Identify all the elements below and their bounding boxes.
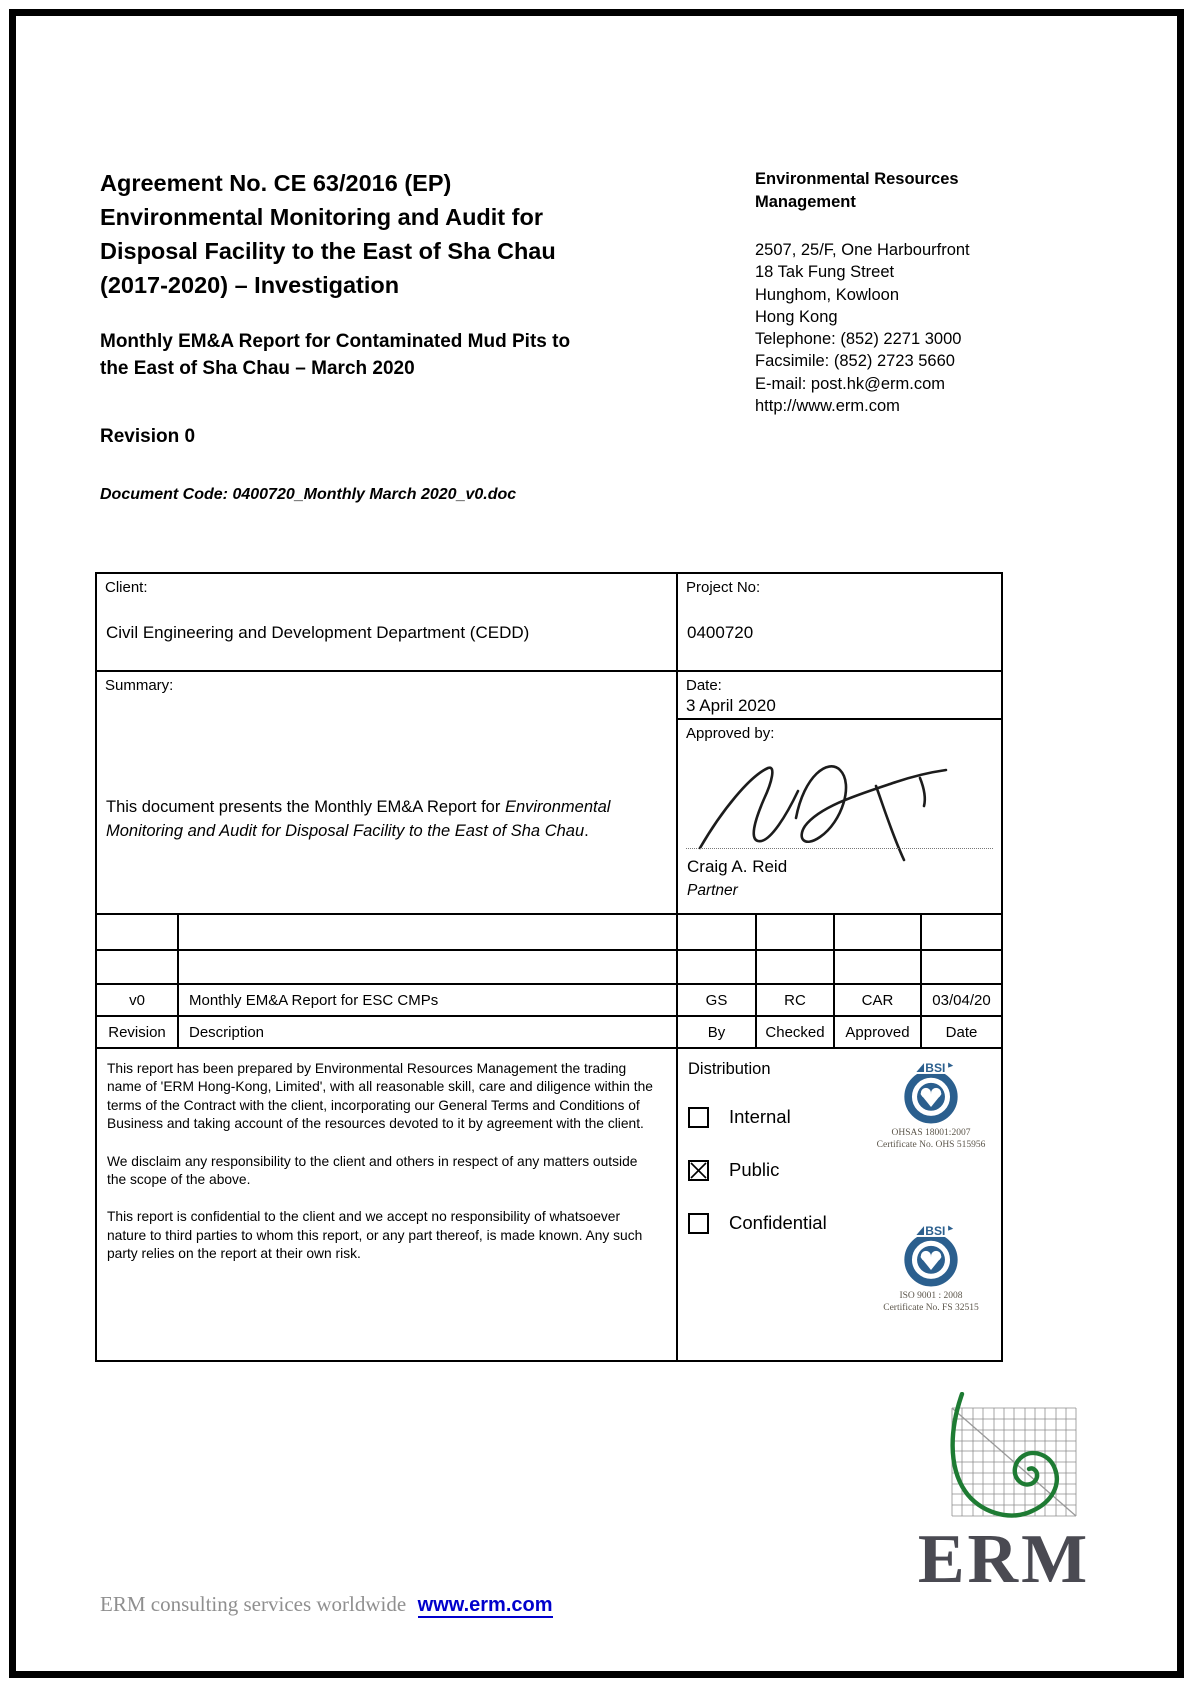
- public-checkbox[interactable]: [688, 1160, 709, 1181]
- title-line: Disposal Facility to the East of Sha Chau: [100, 238, 556, 264]
- summary-italic-text: Environmental Monitoring and Audit for Disposal Facility to the East of Sha Chau: [106, 798, 611, 840]
- title-line: Environmental Monitoring and Audit for: [100, 204, 543, 230]
- client-label: Client:: [105, 579, 148, 596]
- fax-line: Facsimile: (852) 2723 5660: [755, 352, 955, 371]
- website-line: http://www.erm.com: [755, 397, 900, 416]
- internal-option-label: Internal: [729, 1106, 791, 1127]
- document-info-table: [95, 572, 1003, 1362]
- empty-cell: [922, 951, 1001, 985]
- date-value: 3 April 2020: [686, 696, 776, 715]
- page-footer: [100, 1592, 553, 1617]
- confidential-checkbox[interactable]: [688, 1213, 709, 1234]
- confidential-option-label: Confidential: [729, 1212, 827, 1233]
- iso-certification: [883, 1223, 979, 1314]
- distribution-cell: [678, 1049, 1001, 1360]
- subtitle-line: Monthly EM&A Report for Contaminated Mud Pits to: [100, 331, 571, 352]
- date-approved-cell: [678, 672, 1001, 915]
- disclaimer-cell: [97, 1049, 678, 1360]
- report-title: [100, 166, 700, 302]
- revision-entry-checked: RC: [757, 985, 835, 1017]
- summary-label: Summary:: [105, 677, 174, 694]
- project-value: 0400720: [687, 623, 754, 642]
- address-line: 2507, 25/F, One Harbourfront: [755, 241, 970, 259]
- revision-header-description: Description: [179, 1017, 678, 1049]
- company-letterhead: [755, 168, 1020, 417]
- summary-cell: [97, 672, 678, 915]
- address-line: Hong Kong: [755, 307, 838, 326]
- svg-text:BSI: BSI: [925, 1061, 946, 1076]
- distribution-label: Distribution: [688, 1060, 771, 1078]
- certification-logos: [866, 1060, 996, 1314]
- footer-website-link[interactable]: www.erm.com: [417, 1594, 553, 1616]
- disclaimer-paragraph: We disclaim any responsibility to the client and others in respect of any matters outside the scope of the above.: [107, 1153, 638, 1188]
- checkbox-x-mark: [690, 1162, 707, 1179]
- empty-cell: [179, 915, 678, 951]
- revision-entry-date: 03/04/20: [922, 985, 1001, 1017]
- company-name: Environmental Resources Management: [755, 170, 959, 211]
- title-line: (2017-2020) – Investigation: [100, 272, 400, 298]
- project-label: Project No:: [686, 579, 761, 596]
- title-block: [100, 166, 700, 504]
- empty-cell: [835, 951, 922, 985]
- bsi-logo-icon: [899, 1060, 963, 1126]
- certificate-text: OHSAS 18001:2007 Certificate No. OHS 515956: [876, 1128, 986, 1150]
- erm-logo: [898, 1392, 1110, 1598]
- revision-entry-approved: CAR: [835, 985, 922, 1017]
- title-line: Agreement No. CE 63/2016 (EP): [100, 170, 452, 196]
- empty-cell: [757, 951, 835, 985]
- revision-header-approved: Approved: [835, 1017, 922, 1049]
- address-line: Hunghom, Kowloon: [755, 285, 900, 304]
- ohsas-certification: [877, 1060, 986, 1151]
- date-label: Date:: [686, 677, 722, 694]
- empty-cell: [678, 951, 757, 985]
- public-option-label: Public: [729, 1159, 780, 1180]
- empty-cell: [835, 915, 922, 951]
- company-address: [755, 239, 1020, 417]
- approver-title: Partner: [687, 882, 738, 899]
- client-cell: [97, 574, 678, 672]
- disclaimer-paragraph: This report is confidential to the client and we accept no responsibility of whatsoever nature to third parties to whom this report, or any part thereof, is made known. Any such party relies on the report at their own risk.: [107, 1209, 643, 1262]
- revision-header-checked: Checked: [757, 1017, 835, 1049]
- footer-tagline: ERM consulting services worldwide: [100, 1592, 407, 1616]
- approved-by-label: Approved by:: [686, 725, 775, 742]
- revision-entry-by: GS: [678, 985, 757, 1017]
- report-subtitle: [100, 328, 700, 382]
- project-cell: [678, 574, 1001, 672]
- approver-name: Craig A. Reid: [687, 857, 788, 876]
- disclaimer-paragraph: This report has been prepared by Environmental Resources Management the trading name of 'ERM Hong-Kong, Limited', with all reasonable skill, care and diligence within the terms of the Contract with the client, incorporating our General Terms and Conditions of Business and taking account of the resources devoted to it by agreement with the client.: [107, 1061, 653, 1132]
- subtitle-line: the East of Sha Chau – March 2020: [100, 358, 415, 379]
- internal-checkbox[interactable]: [688, 1107, 709, 1128]
- client-value: Civil Engineering and Development Department (CEDD): [106, 623, 530, 642]
- certificate-text: ISO 9001 : 2008 Certificate No. FS 32515: [883, 1291, 979, 1313]
- empty-cell: [97, 915, 179, 951]
- approved-section: [678, 720, 1001, 913]
- revision-entry-description: Monthly EM&A Report for ESC CMPs: [179, 985, 678, 1017]
- document-code: Document Code: 0400720_Monthly March 2020_v0.doc: [100, 486, 517, 503]
- email-line: E-mail: post.hk@erm.com: [755, 374, 946, 393]
- bsi-logo-icon: [899, 1223, 963, 1289]
- empty-cell: [678, 915, 757, 951]
- erm-logo-text: ERM: [917, 1521, 1091, 1598]
- phone-line: Telephone: (852) 2271 3000: [755, 330, 962, 349]
- svg-text:BSI: BSI: [925, 1224, 946, 1239]
- revision-entry-version: v0: [97, 985, 179, 1017]
- empty-cell: [922, 915, 1001, 951]
- revision-header-revision: Revision: [97, 1017, 179, 1049]
- signature-line: [686, 848, 993, 849]
- empty-cell: [757, 915, 835, 951]
- empty-cell: [179, 951, 678, 985]
- address-line: 18 Tak Fung Street: [755, 263, 895, 282]
- date-section: [678, 672, 1001, 720]
- revision-header-by: By: [678, 1017, 757, 1049]
- empty-cell: [97, 951, 179, 985]
- revision-header-date: Date: [922, 1017, 1001, 1049]
- revision-label: Revision 0: [100, 426, 196, 447]
- summary-text: This document presents the Monthly EM&A Report for Environmental Monitoring and Audit for Disposal Facility to the East of Sha Chau.: [106, 798, 611, 840]
- erm-spiral-grid-icon: [928, 1392, 1080, 1522]
